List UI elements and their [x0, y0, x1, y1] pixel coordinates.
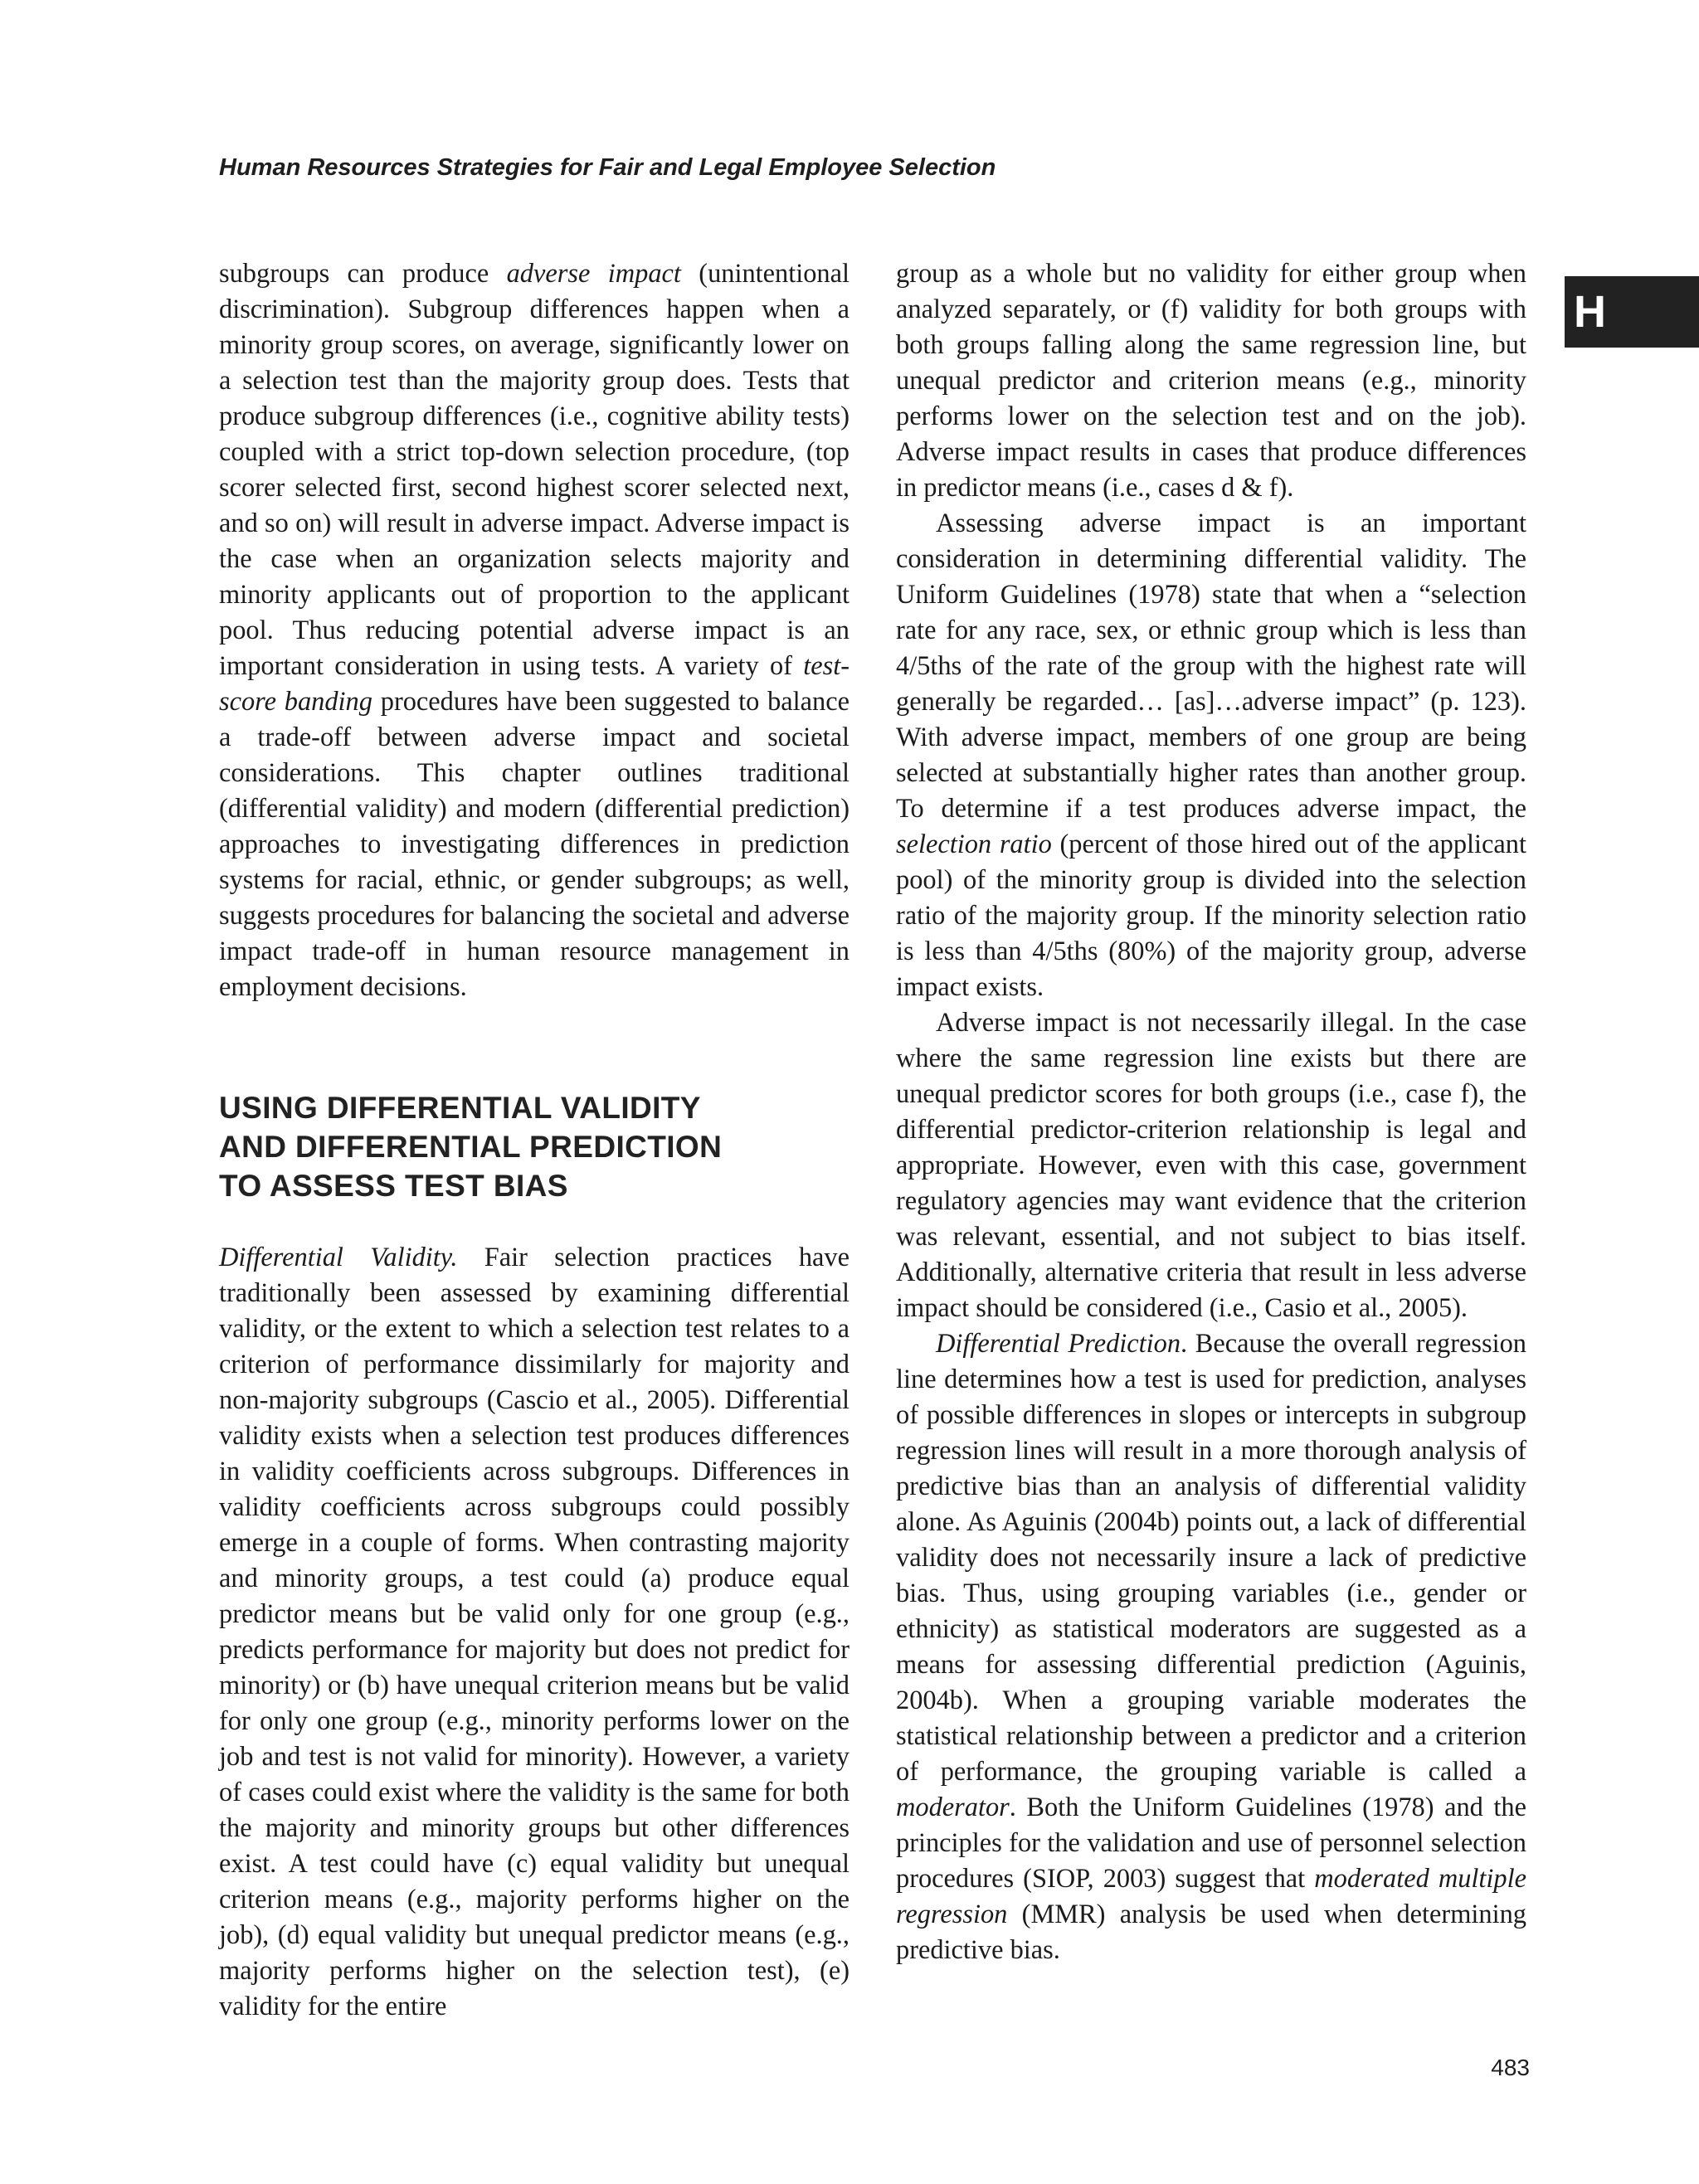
section-heading: USING DIFFERENTIAL VALIDITY AND DIFFERENTIAL PREDICTION TO ASSESS TEST BIAS [219, 1091, 723, 1203]
running-head: Human Resources Strategies for Fair and Legal Employee Selection [219, 154, 996, 181]
adverse-impact-assessment-paragraph: Assessing adverse impact is an important consideration in determining differential validity. The Uniform Guidelines (1978) state that when a “selection rate for any race, sex, or ethnic group which is less than 4/5ths of the rate of the group with the highest rate will generally be regarded… [as]…adverse impact” (p. 123). With adverse impact, members of one group are being selected at substantially higher rates than another group. To determine if a test produces adverse impact, the selection ratio (percent of those hired out of the applicant pool) of the minority group is divided into the selection ratio of the majority group. If the minority selection ratio is less than 4/5ths (80%) of the majority group, adverse impact exists. [896, 508, 1526, 1002]
differential-prediction-paragraph: Differential Prediction. Because the overall regression line determines how a test is used for prediction, analyses of possible differences in slopes or intercepts in subgroup regression lines will result in a more thorough analysis of predictive bias than an analysis of differential validity alone. As Aguinis (2004b) points out, a lack of differential validity does not necessarily insure a lack of predictive bias. Thus, using grouping variables (i.e., gender or ethnicity) as statistical moderators are suggested as a means for assessing differential prediction (Aguinis, 2004b). When a grouping variable moderates the statistical relationship between a predictor and a criterion of performance, the grouping variable is called a moderator. Both the Uniform Guidelines (1978) and the principles for the validation and use of personnel selection procedures (SIOP, 2003) suggest that moderated multiple regression (MMR) analysis be used when determining predictive bias. [896, 1329, 1526, 1965]
page-number: 483 [1491, 2055, 1530, 2080]
continuation-paragraph: group as a whole but no validity for either group when analyzed separately, or (f) validity for both groups with both groups falling along the same regression line, but unequal predictor and criterion means (e.g., minority performs lower on the selection test and on the job). Adverse impact results in cases that produce differences in predictor means (i.e., cases d & f). [896, 259, 1526, 503]
intro-paragraph: subgroups can produce adverse impact (unintentional discrimination). Subgroup differences happen when a minority group scores, on average, significantly lower on a selection test than the majority group does. Tests that produce subgroup differences (i.e., cognitive ability tests) coupled with a strict top-down selection procedure, (top scorer selected first, second highest scorer selected next, and so on) will result in adverse impact. Adverse impact is the case when an organization selects majority and minority applicants out of proportion to the applicant pool. Thus reducing potential adverse impact is an important consideration in using tests. A variety of test-score banding procedures have been suggested to balance a trade-off between adverse impact and societal considerations. This chapter outlines traditional (differential validity) and modern (differential prediction) approaches to investigating differences in prediction systems for racial, ethnic, or gender subgroups; as well, suggests procedures for balancing the societal and adverse impact trade-off in human resource management in employment decisions. [219, 259, 850, 1002]
section-tab [1565, 276, 1699, 348]
differential-validity-paragraph: Differential Validity. Fair selection practices have traditionally been assessed by examining differential validity, or the extent to which a selection test relates to a criterion of performance dissimilarly for majority and non-majority subgroups (Cascio et al., 2005). Differential validity exists when a selection test produces differences in validity coefficients across subgroups. Differences in validity coefficients across subgroups could possibly emerge in a couple of forms. When contrasting majority and minority groups, a test could (a) produce equal predictor means but be valid only for one group (e.g., predicts performance for majority but does not predict for minority) or (b) have unequal criterion means but be valid for only one group (e.g., minority performs lower on the job and test is not valid for minority). However, a variety of cases could exist where the validity is the same for both the majority and minority groups but other differences exist. A test could have (c) equal validity but unequal criterion means (e.g., majority performs higher on the job), (d) equal validity but unequal predictor means (e.g., majority performs higher on the selection test), (e) validity for the entire [219, 1243, 850, 2021]
section-tab-letter: H [1574, 287, 1606, 337]
right-column [896, 256, 1526, 1968]
left-column [219, 256, 850, 2025]
adverse-impact-legality-paragraph: Adverse impact is not necessarily illegal. In the case where the same regression line exists but there are unequal predictor scores for both groups (i.e., case f), the differential predictor-criterion relationship is legal and appropriate. However, even with this case, government regulatory agencies may want evidence that the criterion was relevant, essential, and not subject to bias itself. Additionally, alternative criteria that result in less adverse impact should be considered (i.e., Casio et al., 2005). [896, 1008, 1526, 1323]
